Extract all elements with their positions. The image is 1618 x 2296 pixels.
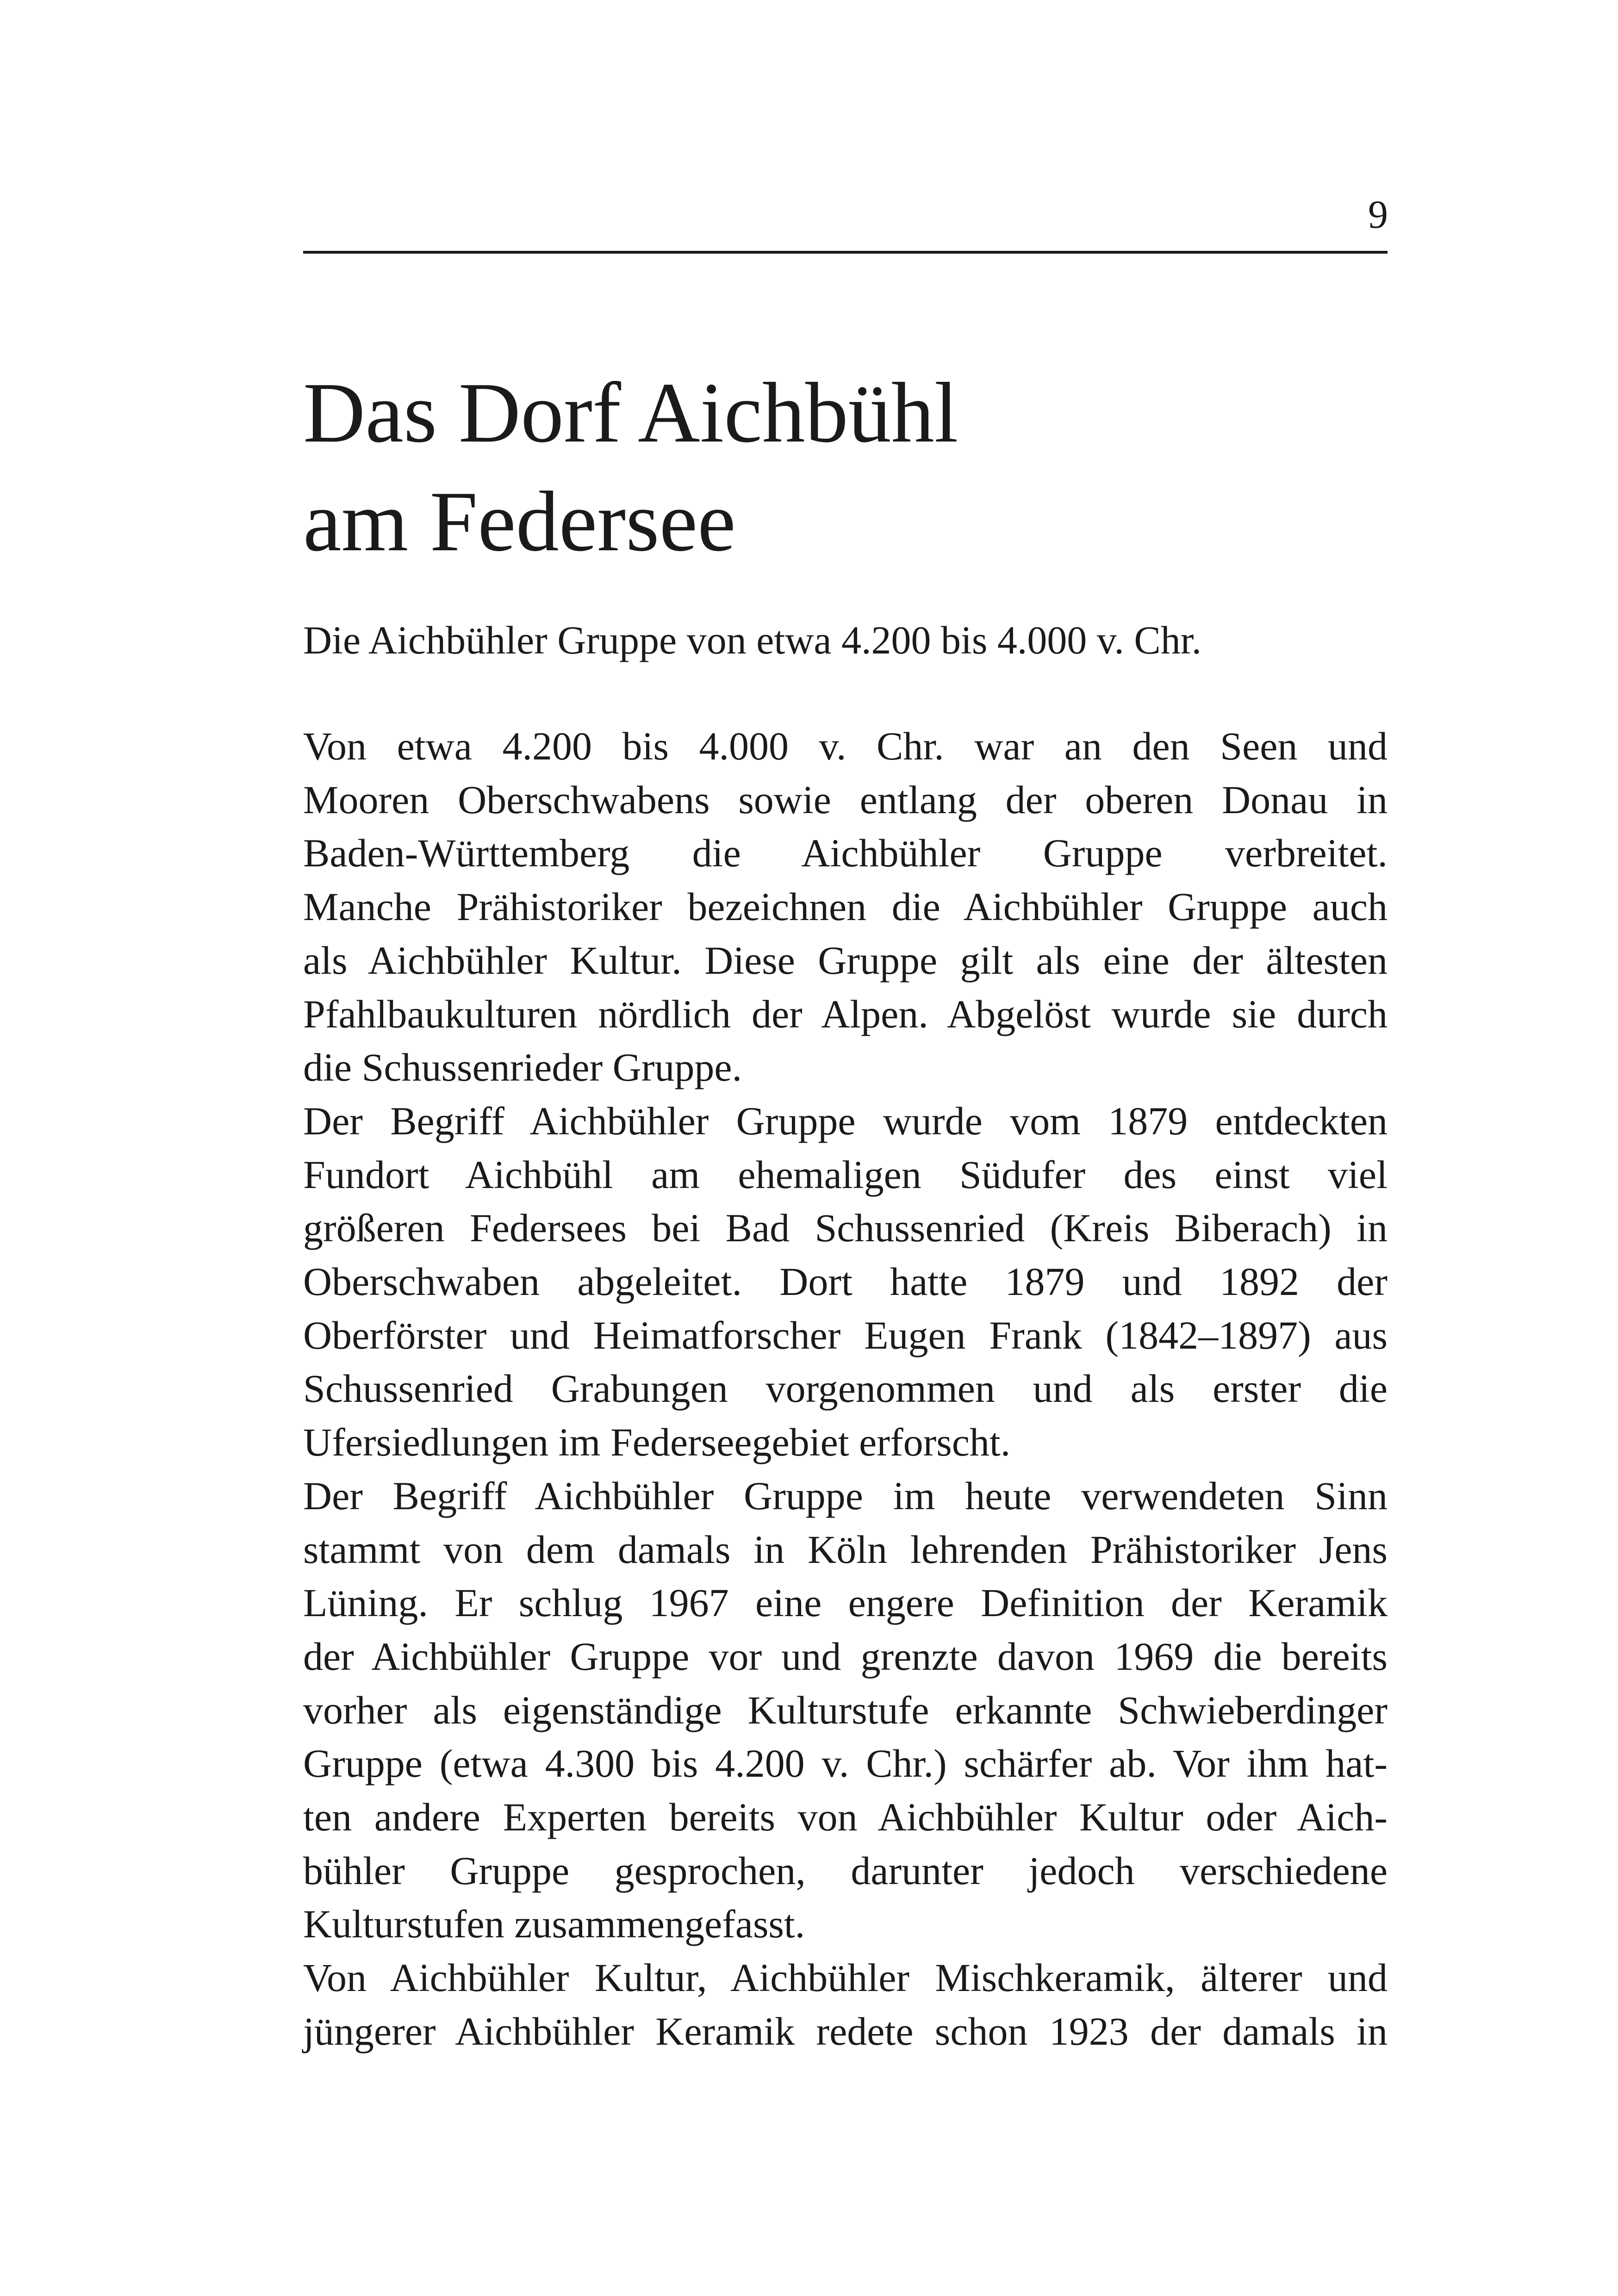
text-line: Von etwa 4.200 bis 4.000 v. Chr. war an den Seen und bbox=[303, 724, 1388, 768]
text-line: der Aichbühler Gruppe vor und grenzte davon 1969 die bereits bbox=[303, 1634, 1388, 1679]
text-line: die Schussenrieder Gruppe. bbox=[303, 1045, 742, 1090]
text-line: Der Begriff Aichbühler Gruppe wurde vom 1879 entdeckten bbox=[303, 1098, 1388, 1143]
text-line: Der Begriff Aichbühler Gruppe im heute verwendeten Sinn bbox=[303, 1473, 1388, 1518]
text-line: Baden-Württemberg die Aichbühler Gruppe verbreitet. bbox=[303, 831, 1388, 876]
paragraph bbox=[303, 1469, 1388, 1951]
text-line: Gruppe (etwa 4.300 bis 4.200 v. Chr.) schärfer ab. Vor ihm hat- bbox=[303, 1741, 1388, 1786]
text-line: Lüning. Er schlug 1967 eine engere Definition der Keramik bbox=[303, 1580, 1388, 1625]
chapter-title-line-2: am Federsee bbox=[303, 474, 736, 569]
chapter-title bbox=[303, 359, 1388, 576]
paragraph bbox=[303, 1951, 1388, 2058]
text-line: vorher als eigenständige Kulturstufe erkannte Schwieberdinger bbox=[303, 1687, 1388, 1732]
body-text bbox=[303, 720, 1388, 2059]
text-line: Von Aichbühler Kultur, Aichbühler Mischkeramik, älterer und bbox=[303, 1955, 1388, 2000]
text-line: bühler Gruppe gesprochen, darunter jedoch verschiedene bbox=[303, 1848, 1388, 1893]
text-line: jüngerer Aichbühler Keramik redete schon 1923 der damals in bbox=[303, 2009, 1388, 2053]
paragraph bbox=[303, 1095, 1388, 1469]
text-line: Kulturstufen zusammengefasst. bbox=[303, 1902, 805, 1947]
text-line: Manche Prähistoriker bezeichnen die Aichbühler Gruppe auch bbox=[303, 884, 1388, 929]
text-line: Ufersiedlungen im Federseegebiet erforscht. bbox=[303, 1420, 1011, 1465]
text-line: größeren Federsees bei Bad Schussenried (Kreis Biberach) in bbox=[303, 1206, 1388, 1251]
text-line: als Aichbühler Kultur. Diese Gruppe gilt als eine der ältesten bbox=[303, 938, 1388, 983]
text-line: Fundort Aichbühl am ehemaligen Südufer des einst viel bbox=[303, 1152, 1388, 1197]
text-line: Pfahlbaukulturen nördlich der Alpen. Abgelöst wurde sie durch bbox=[303, 991, 1388, 1036]
text-line: ten andere Experten bereits von Aichbühler Kultur oder Aich- bbox=[303, 1795, 1388, 1840]
chapter-subtitle: Die Aichbühler Gruppe von etwa 4.200 bis 4.000 v. Chr. bbox=[303, 618, 1202, 662]
text-line: Oberschwaben abgeleitet. Dort hatte 1879 und 1892 der bbox=[303, 1259, 1388, 1304]
chapter-title-line-1: Das Dorf Aichbühl bbox=[303, 365, 958, 460]
paragraph bbox=[303, 720, 1388, 1095]
text-line: Mooren Oberschwabens sowie entlang der oberen Donau in bbox=[303, 777, 1388, 822]
page-number: 9 bbox=[1368, 192, 1388, 236]
text-line: Oberförster und Heimatforscher Eugen Frank (1842–1897) aus bbox=[303, 1313, 1388, 1357]
text-line: Schussenried Grabungen vorgenommen und als erster die bbox=[303, 1366, 1388, 1411]
header-rule bbox=[303, 251, 1388, 254]
text-line: stammt von dem damals in Köln lehrenden Prähistoriker Jens bbox=[303, 1527, 1388, 1572]
